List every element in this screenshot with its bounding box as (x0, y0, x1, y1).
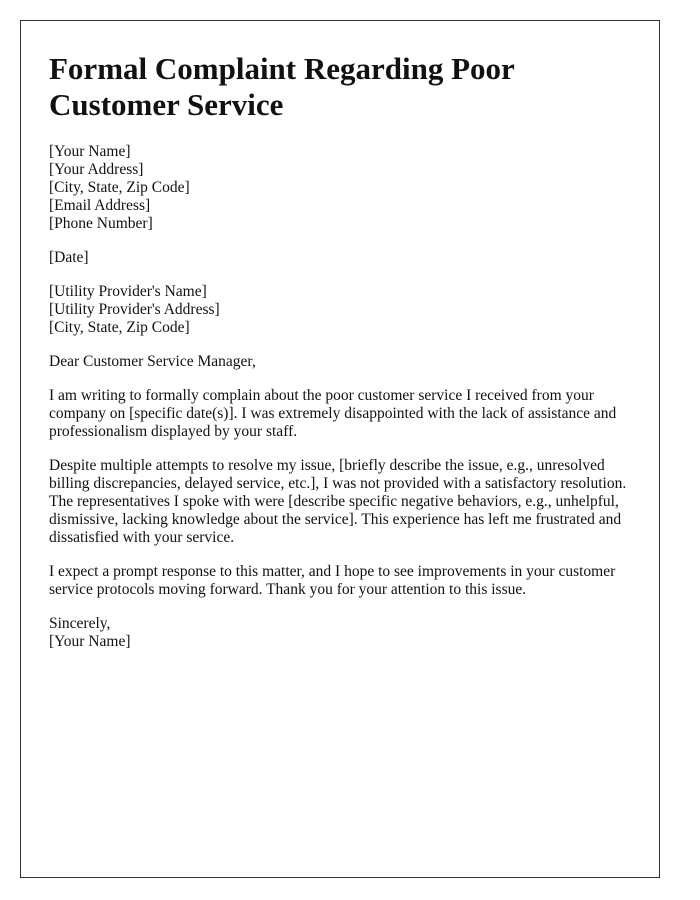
closing-block (49, 615, 639, 651)
sender-address: [Your Address] (49, 161, 144, 178)
recipient-name: [Utility Provider's Name] (49, 283, 207, 300)
recipient-block (49, 283, 639, 337)
recipient-address: [Utility Provider's Address] (49, 301, 220, 318)
sender-phone: [Phone Number] (49, 215, 153, 232)
signature: [Your Name] (49, 633, 131, 650)
closing: Sincerely, (49, 615, 111, 632)
letter-title: Formal Complaint Regarding Poor Customer Service (49, 51, 515, 122)
body-paragraph-2: Despite multiple attempts to resolve my issue, [briefly describe the issue, e.g., unresolved billing discrepancies, delayed service, etc.], I was not provided with a satisfactory resolution. The representatives I spoke with were [describe specific negative behaviors, e.g., unhelpful, dismissive, lacking knowledge about the service]. This experience has left me frustrated and dissatisfied with your service. (49, 457, 627, 546)
letter-page (20, 20, 660, 878)
sender-block (49, 143, 639, 233)
sender-email: [Email Address] (49, 197, 151, 214)
recipient-city-state-zip: [City, State, Zip Code] (49, 319, 190, 336)
sender-name: [Your Name] (49, 143, 131, 160)
body-paragraph-3: I expect a prompt response to this matter, and I hope to see improvements in your customer service protocols moving forward. Thank you for your attention to this issue. (49, 563, 616, 598)
salutation: Dear Customer Service Manager, (49, 353, 256, 370)
letter-content (49, 51, 639, 667)
sender-city-state-zip: [City, State, Zip Code] (49, 179, 190, 196)
date-line: [Date] (49, 249, 89, 266)
body-paragraph-1: I am writing to formally complain about the poor customer service I received from your company on [specific date(s)]. I was extremely disappointed with the lack of assistance and professionalism displayed by your staff. (49, 387, 617, 440)
